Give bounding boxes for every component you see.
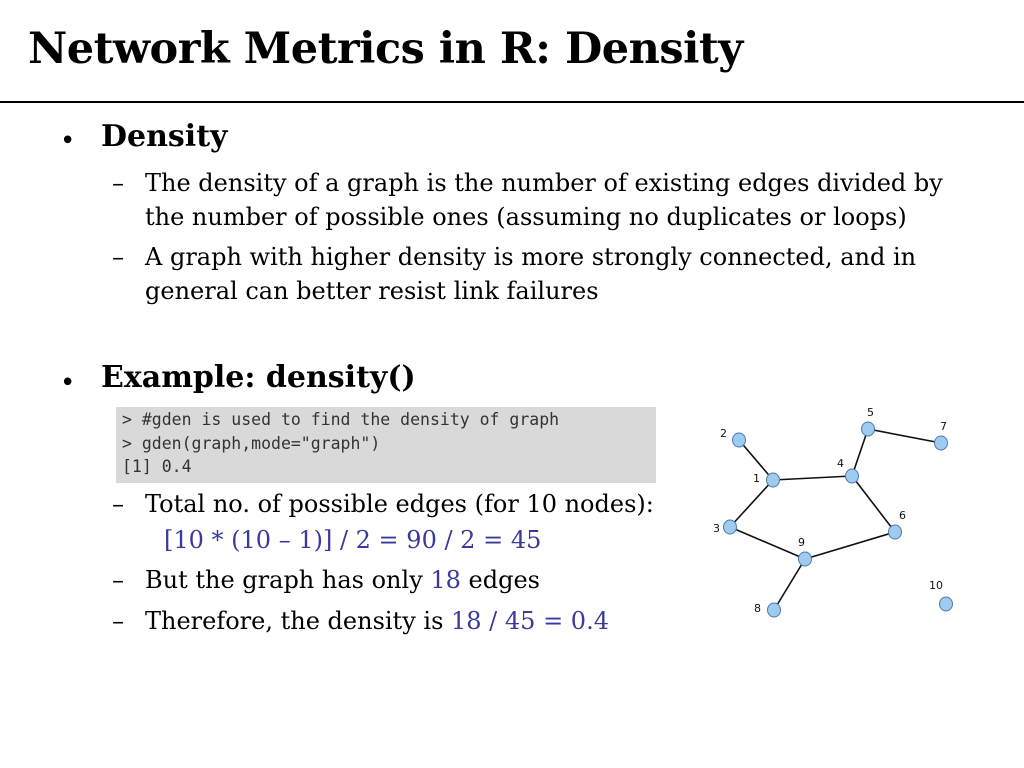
graph-node-1 <box>767 473 780 487</box>
graph-node-7 <box>935 436 948 450</box>
example-point-3-text <box>145 604 609 638</box>
graph-edge-1-3 <box>730 480 773 527</box>
example-point-2-text <box>145 563 540 597</box>
density-point-1-line-1: The density of a graph is the number of existing edges divided by <box>145 169 943 197</box>
graph-edge-9-8 <box>774 559 805 610</box>
graph-node-label-5: 5 <box>867 406 874 419</box>
density-result-value: 18 / 45 = 0.4 <box>451 607 609 635</box>
graph-node-label-8: 8 <box>754 602 761 615</box>
slide-title: Network Metrics in R: Density <box>28 24 743 74</box>
graph-node-label-2: 2 <box>720 427 727 440</box>
graph-node-label-4: 4 <box>837 457 844 470</box>
dash-marker: – <box>112 169 124 197</box>
dash-marker: – <box>112 243 124 271</box>
graph-node-9 <box>799 552 812 566</box>
density-point-1-line-2: the number of possible ones (assuming no duplicates or loops) <box>145 203 907 231</box>
graph-edges <box>730 429 941 610</box>
graph-node-label-6: 6 <box>899 509 906 522</box>
graph-node-8 <box>768 603 781 617</box>
graph-node-10 <box>940 597 953 611</box>
code-line: > gden(graph,mode="graph") <box>122 433 381 453</box>
graph-edge-9-6 <box>805 532 895 559</box>
graph-node-5 <box>862 422 875 436</box>
graph-node-4 <box>846 469 859 483</box>
density-point-2-line-2: general can better resist link failures <box>145 277 599 305</box>
network-graph <box>700 400 970 630</box>
graph-node-label-9: 9 <box>798 536 805 549</box>
edge-count-value: 18 <box>430 566 461 594</box>
code-line: [1] 0.4 <box>122 457 192 476</box>
graph-edge-1-4 <box>773 476 852 480</box>
possible-edges-formula: [10 * (10 – 1)] / 2 = 90 / 2 = 45 <box>164 526 542 554</box>
density-point-2-line-1: A graph with higher density is more strongly connected, and in <box>145 243 917 271</box>
dash-marker: – <box>112 566 124 594</box>
graph-node-label-1: 1 <box>753 472 760 485</box>
dash-marker: – <box>112 490 124 518</box>
graph-edge-3-9 <box>730 527 805 559</box>
graph-node-6 <box>889 525 902 539</box>
title-divider <box>0 101 1024 103</box>
graph-node-label-10: 10 <box>929 579 943 592</box>
bullet-marker: • <box>60 368 76 398</box>
code-line: > #gden is used to find the density of graph <box>122 410 560 429</box>
graph-node-2 <box>733 433 746 447</box>
density-result-prefix: Therefore, the density is <box>145 607 452 635</box>
edge-count-suffix: edges <box>460 566 540 594</box>
example-heading: Example: density() <box>101 360 416 395</box>
graph-edge-4-6 <box>852 476 895 532</box>
dash-marker: – <box>112 607 124 635</box>
graph-node-3 <box>724 520 737 534</box>
graph-nodes <box>724 422 953 617</box>
bullet-marker: • <box>60 126 76 156</box>
r-code-block <box>116 407 656 483</box>
graph-edge-5-7 <box>868 429 941 443</box>
graph-node-label-7: 7 <box>940 420 947 433</box>
density-heading: Density <box>101 119 228 154</box>
example-point-1-text: Total no. of possible edges (for 10 nodes): <box>145 490 654 518</box>
graph-node-label-3: 3 <box>713 522 720 535</box>
edge-count-prefix: But the graph has only <box>145 566 431 594</box>
